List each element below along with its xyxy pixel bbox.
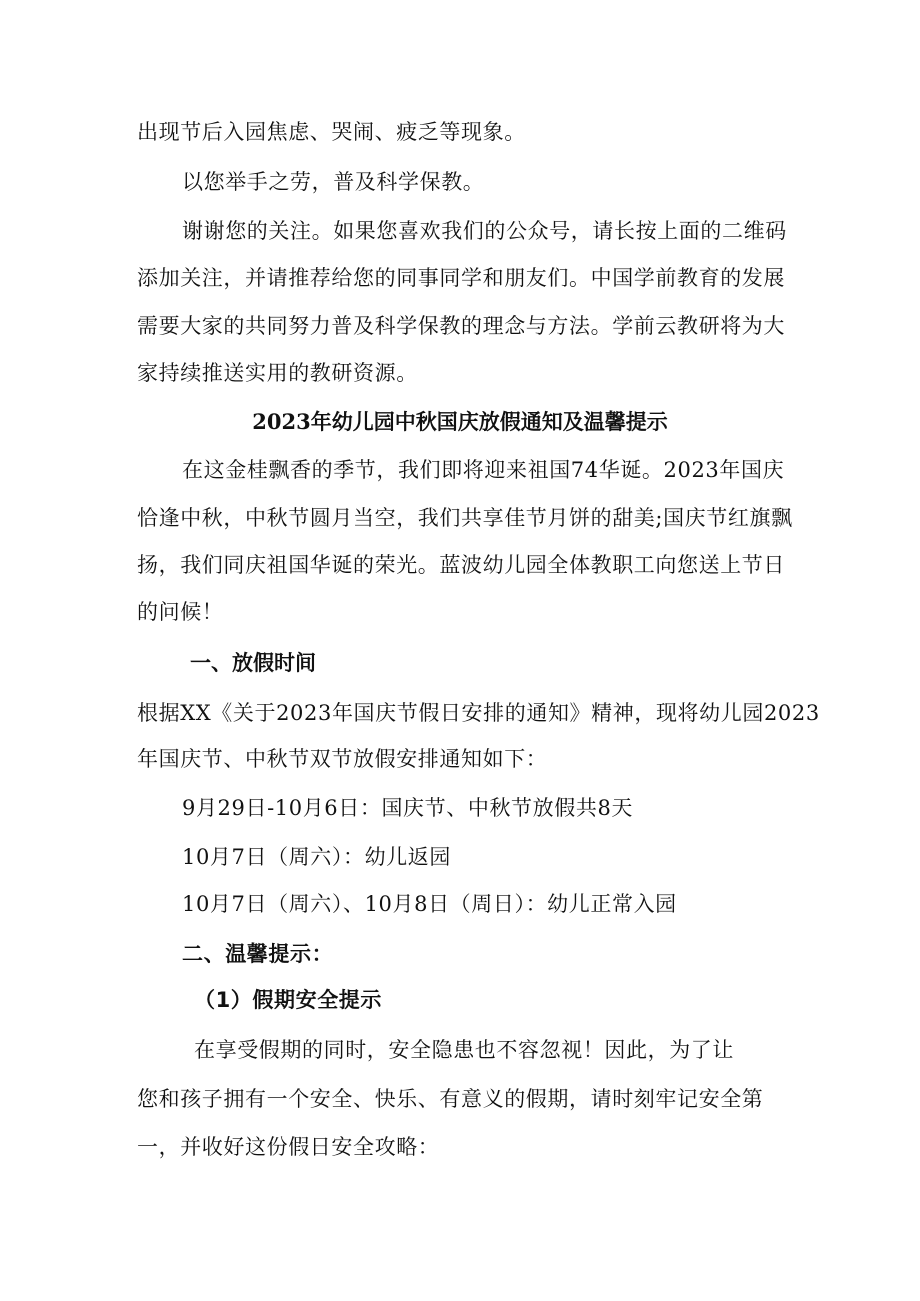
schedule-item: 10月7日（周六）、10月8日（周日）：幼儿正常入园	[182, 892, 677, 916]
greeting-line: 扬，我们同庆祖国华诞的荣光。蓝波幼儿园全体教职工向您送上节日	[137, 553, 785, 577]
tip-line: 在享受假期的同时，安全隐患也不容忽视！因此，为了让	[194, 1038, 734, 1062]
section-text-line: 年国庆节、中秋节双节放假安排通知如下：	[137, 747, 548, 771]
intro-paragraph-line: 谢谢您的关注。如果您喜欢我们的公众号，请长按上面的二维码	[182, 219, 787, 243]
schedule-item: 9月29日-10月6日：国庆节、中秋节放假共8天	[182, 796, 634, 820]
section-heading: 二、温馨提示：	[182, 942, 334, 966]
greeting-line: 在这金桂飘香的季节，我们即将迎来祖国74华诞。2023年国庆	[182, 458, 785, 482]
intro-line: 以您举手之劳，普及科学保教。	[182, 170, 485, 194]
tip-line: 您和孩子拥有一个安全、快乐、有意义的假期，请时刻牢记安全第	[137, 1087, 764, 1111]
greeting-line: 的问候！	[137, 600, 224, 624]
intro-line: 出现节后入园焦虑、哭闹、疲乏等现象。	[137, 120, 526, 144]
intro-paragraph-line: 需要大家的共同努力普及科学保教的理念与方法。学前云教研将为大	[137, 314, 785, 338]
tip-line: 一，并收好这份假日安全攻略：	[137, 1135, 440, 1159]
schedule-item: 10月7日（周六）：幼儿返园	[182, 845, 451, 869]
greeting-line: 恰逢中秋，中秋节圆月当空，我们共享佳节月饼的甜美;国庆节红旗飘	[137, 506, 793, 530]
section-heading: 一、放假时间	[190, 651, 316, 675]
section-text-line: 根据XX《关于2023年国庆节假日安排的通知》精神，现将幼儿园2023	[137, 701, 820, 725]
subsection-heading: （1）假期安全提示	[194, 988, 383, 1012]
intro-paragraph-line: 添加关注，并请推荐给您的同事同学和朋友们。中国学前教育的发展	[137, 266, 785, 290]
notice-title: 2023年幼儿园中秋国庆放假通知及温馨提示	[252, 409, 668, 434]
intro-paragraph-line: 家持续推送实用的教研资源。	[137, 361, 418, 385]
